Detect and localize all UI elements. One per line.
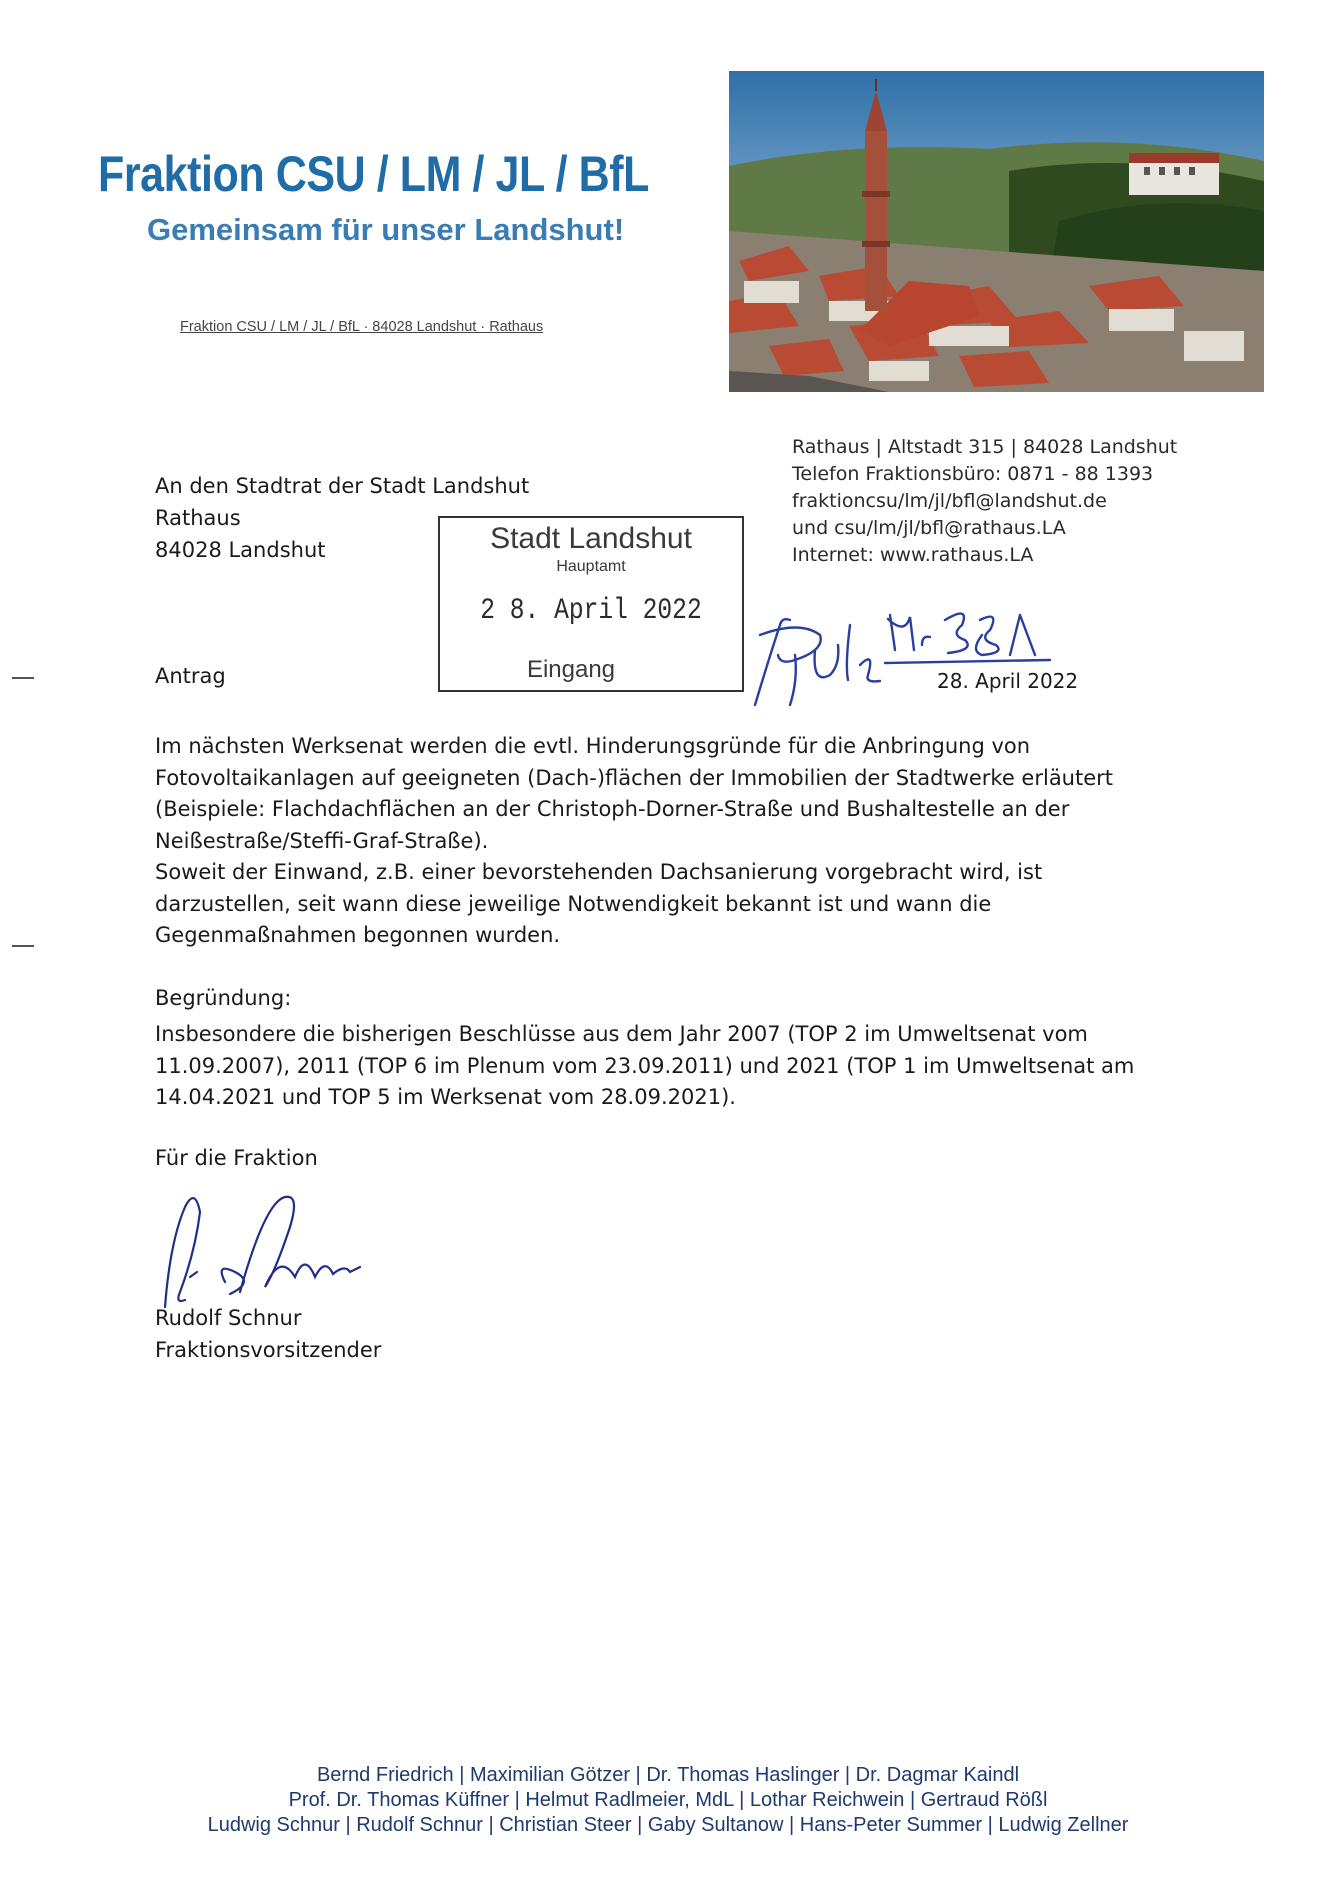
contact-website: Internet: www.rathaus.LA — [792, 544, 1034, 566]
contact-block — [792, 434, 1177, 569]
received-stamp — [438, 516, 744, 692]
city-panorama-photo — [729, 71, 1264, 392]
text-line: Fotovoltaikanlagen auf geeigneten (Dach-)flächen der Immobilien der Stadtwerke erläutert — [155, 765, 1114, 790]
recipient-line: Rathaus — [155, 506, 241, 530]
handwritten-initials-drawing — [700, 595, 1100, 725]
signature-drawing — [155, 1182, 385, 1312]
text-line: Soweit der Einwand, z.B. einer bevorstehenden Dachsanierung vorgebracht wird, ist — [155, 860, 1043, 884]
objection-paragraph — [155, 857, 1205, 952]
letter-date: 28. April 2022 — [937, 669, 1079, 693]
party-slogan: Gemeinsam für unser Landshut! — [147, 212, 625, 247]
footer-line: Bernd Friedrich | Maximilian Götzer | Dr. Thomas Haslinger | Dr. Dagmar Kaindl — [316, 1764, 1020, 1786]
text-line: (Beispiele: Flachdachflächen an der Christoph-Dorner-Straße und Bushaltestelle an der — [155, 797, 1070, 821]
reason-paragraph — [155, 1019, 1205, 1114]
sender-return-line: Fraktion CSU / LM / JL / BfL · 84028 Landshut · Rathaus — [180, 319, 544, 335]
margin-tick — [12, 677, 34, 679]
handwritten-annotation — [700, 595, 1100, 725]
contact-address: Rathaus | Altstadt 315 | 84028 Landshut — [792, 436, 1178, 458]
recipient-line: An den Stadtrat der Stadt Landshut — [155, 474, 530, 498]
signer-role: Fraktionsvorsitzender — [155, 1338, 382, 1362]
footer-line: Ludwig Schnur | Rudolf Schnur | Christian Steer | Gaby Sultanow | Hans-Peter Summer | Ludwig Zellner — [207, 1814, 1129, 1836]
margin-tick — [12, 945, 34, 947]
stamp-department: Hauptamt — [556, 558, 626, 575]
city-panorama-illustration — [729, 71, 1264, 392]
text-line: 11.09.2007), 2011 (TOP 6 im Plenum vom 23.09.2011) und 2021 (TOP 1 im Umweltsenat am — [155, 1053, 1135, 1078]
text-line: Insbesondere die bisherigen Beschlüsse aus dem Jahr 2007 (TOP 2 im Umweltsenat vom — [155, 1022, 1088, 1046]
text-line: 14.04.2021 und TOP 5 im Werksenat vom 28.09.2021). — [155, 1085, 736, 1109]
contact-phone: Telefon Fraktionsbüro: 0871 - 88 1393 — [792, 463, 1154, 485]
recipient-line: 84028 Landshut — [155, 538, 326, 562]
text-line: Im nächsten Werksenat werden die evtl. Hinderungsgründe für die Anbringung von — [155, 734, 1031, 758]
signature — [155, 1182, 385, 1312]
text-line: Gegenmaßnahmen begonnen wurden. — [155, 923, 561, 947]
text-line: Neißestraße/Steffi-Graf-Straße). — [155, 828, 489, 853]
footer-line: Prof. Dr. Thomas Küffner | Helmut Radlmeier, MdL | Lothar Reichwein | Gertraud Rößl — [288, 1789, 1048, 1811]
party-title: Fraktion CSU / LM / JL / BfL — [98, 146, 649, 202]
contact-email-1: fraktioncsu/lm/jl/bfl@landshut.de — [792, 490, 1107, 512]
contact-email-2: und csu/lm/jl/bfl@rathaus.LA — [792, 517, 1066, 539]
stamp-entry-label: Eingang — [526, 656, 616, 683]
document-type-label: Antrag — [155, 664, 226, 688]
stamp-city: Stadt Landshut — [490, 522, 692, 555]
stamp-date: 2 8. April 2022 — [480, 594, 702, 628]
signer-name: Rudolf Schnur — [155, 1306, 302, 1330]
text-line: darzustellen, seit wann diese jeweilige Notwendigkeit bekannt ist und wann die — [155, 891, 992, 916]
request-paragraph — [155, 731, 1205, 857]
reason-heading: Begründung: — [155, 986, 292, 1010]
footer-members — [0, 1763, 1336, 1838]
closing-line: Für die Fraktion — [155, 1146, 318, 1170]
